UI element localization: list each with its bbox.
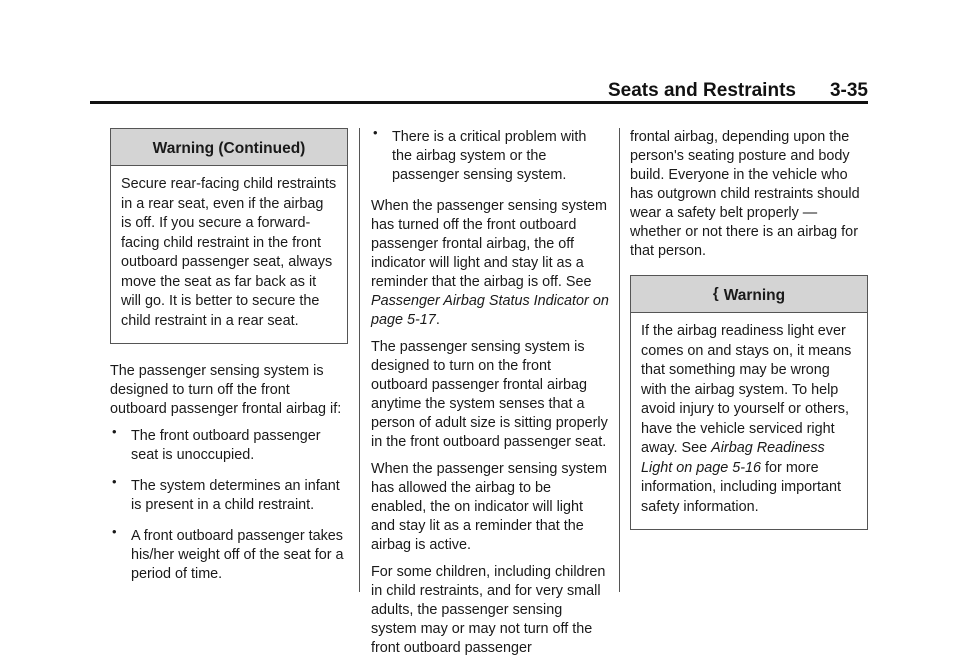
header-rule <box>90 101 868 104</box>
cross-reference-link[interactable]: Airbag Readiness Light on page 5-16 <box>641 440 825 476</box>
column-1 <box>110 128 348 596</box>
warning-box-continued <box>110 128 348 344</box>
column-divider <box>359 128 360 592</box>
warning-header <box>631 276 867 313</box>
column-3 <box>630 128 868 530</box>
paragraph: When the passenger sensing system has allowed the airbag to be enabled, the on indicator will light and stay lit as a reminder that the airbag is active. <box>371 461 607 553</box>
column-divider <box>619 128 620 592</box>
list-item: • There is a critical problem with the airbag system or the passenger sensing system. <box>373 125 587 183</box>
paragraph: frontal airbag, depending upon the person's seating posture and body build. Everyone in the vehicle who has outgrown child restraints should wear a safety belt properly — whether or not there is an airbag for that person. <box>630 129 860 259</box>
warning-icon: { <box>712 285 719 302</box>
page-number: 3-35 <box>829 80 868 101</box>
bullet-list <box>371 125 609 185</box>
warning-text: If the airbag readiness light ever comes on and stays on, it means that something may be wrong with the airbag system. To help avoid injury to yourself or others, have the vehicle serviced right away. See Airbag Readiness Light on page 5-16 for more information, including important safety information. <box>641 323 852 515</box>
warning-title: Warning (Continued) <box>111 129 347 166</box>
section-title: Seats and Restraints <box>608 80 796 101</box>
warning-title: Warning <box>723 287 786 304</box>
warning-box <box>630 275 868 530</box>
intro-paragraph: The passenger sensing system is designed to turn off the front outboard passenger frontal airbag if: <box>110 363 342 417</box>
list-item: • The front outboard passenger seat is unoccupied. <box>112 424 321 463</box>
warning-text: Secure rear-facing child restraints in a rear seat, even if the airbag is off. If you secure a forward-facing child restraint in the front outboard passenger seat, always move the seat as far back as it will go. It is better to secure the child restraint in a rear seat. <box>121 176 337 329</box>
page-header <box>90 80 868 102</box>
bullet-icon: • <box>112 474 117 489</box>
paragraph: The passenger sensing system is designed to turn on the front outboard passenger frontal airbag anytime the system senses that a person of adult size is sitting properly in the front outboard passenger seat. <box>371 339 608 450</box>
column-2 <box>371 125 609 666</box>
paragraph: For some children, including children in child restraints, and for very small adults, the passenger sensing system may or may not turn off the front outboard passenger <box>371 564 606 656</box>
cross-reference-link[interactable]: Passenger Airbag Status Indicator on page 5-17 <box>371 293 609 328</box>
paragraph: When the passenger sensing system has turned off the front outboard passenger frontal airbag, the off indicator will light and stay lit as a reminder that the airbag is off. See Passenger Airbag Status Indicator on page 5-17. <box>371 198 609 328</box>
bullet-list <box>110 424 348 584</box>
list-item: • The system determines an infant is present in a child restraint. <box>112 474 340 513</box>
bullet-icon: • <box>112 424 117 439</box>
bullet-icon: • <box>373 125 378 140</box>
bullet-icon: • <box>112 524 117 539</box>
list-item: • A front outboard passenger takes his/her weight off of the seat for a period of time. <box>112 524 344 582</box>
